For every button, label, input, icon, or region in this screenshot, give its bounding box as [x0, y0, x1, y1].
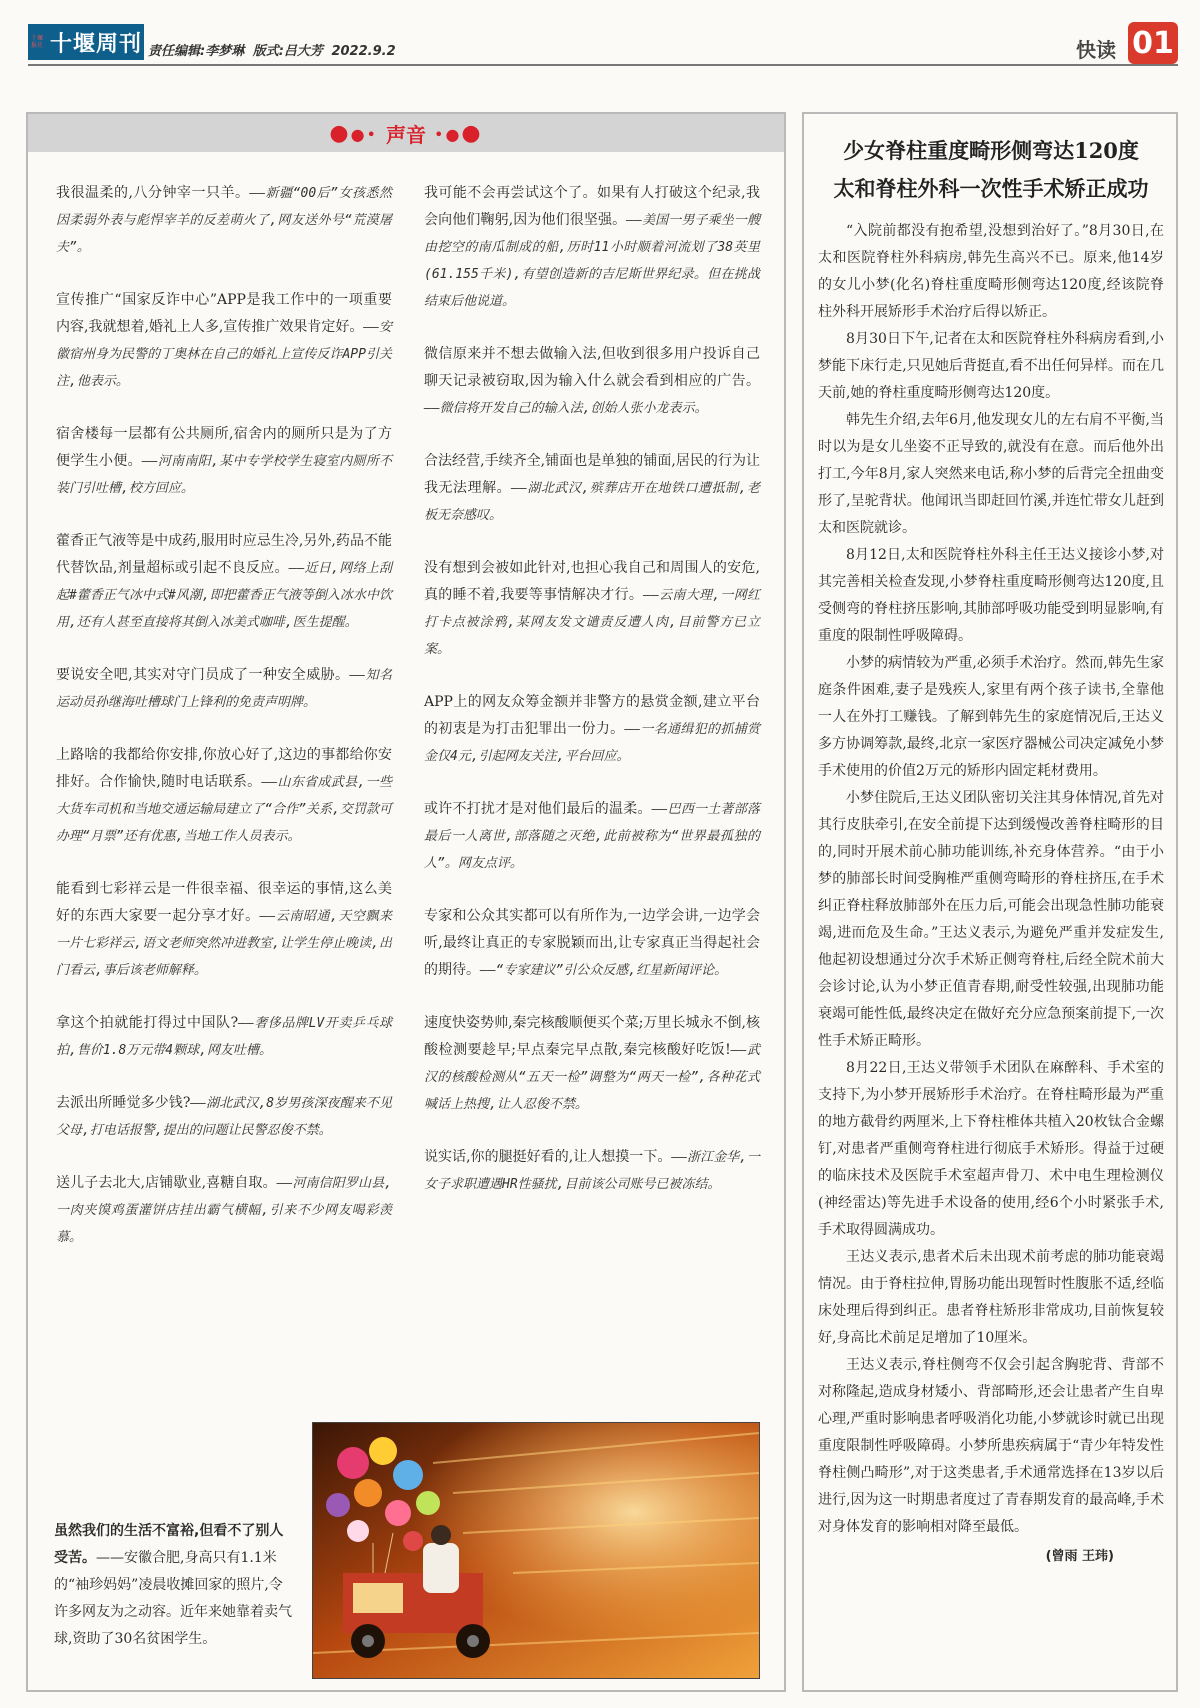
list-item: 能看到七彩祥云是一件很幸福、很幸运的事情,这么美好的东西大家要一起分享才好。——云南昭通,天空飘来一片七彩祥云,语文老师突然冲进教室,让学生停止晚读,出门看云,事后该老师解释。 [56, 881, 393, 978]
news-headline [816, 132, 1166, 208]
news-paragraph: 8月12日,太和医院脊柱外科主任王达义接诊小梦,对其完善相关检查发现,小梦脊柱重度畸形侧弯达120度,且受侧弯的脊柱挤压影响,其肺部呼吸功能受到明显影响,有重度的限制性呼吸障碍。 [818, 547, 1164, 644]
logo-text: 十堰周刊 [50, 30, 143, 57]
caption-rest: ——安徽合肥,身高只有1.1米的“袖珍妈妈”凌晨收摊回家的照片,令许多网友为之动容。近年来她靠着卖气球,资助了30名贫困学生。 [54, 1550, 292, 1647]
voices-panel [26, 112, 786, 1692]
list-item: 我可能不会再尝试这个了。如果有人打破这个纪录,我会向他们鞠躬,因为他们很坚强。——美国一男子乘坐一艘由挖空的南瓜制成的船,历时11小时顺着河流划了38英里(61.155千米),有望创造新的吉尼斯世界纪录。但在挑战结束后他说道。 [424, 185, 761, 309]
list-item: 去派出所睡觉多少钱?——湖北武汉,8岁男孩深夜醒来不见父母,打电话报警,提出的问题让民警忍俊不禁。 [56, 1095, 392, 1138]
news-paragraph: 王达义表示,脊柱侧弯不仅会引起含胸驼背、背部不对称隆起,造成身材矮小、背部畸形,还会让患者产生自卑心理,严重时影响患者呼吸消化功能,小梦就诊时就已出现重度限制性呼吸障碍。小梦所患疾病属于“青少年特发性脊柱侧凸畸形”,对于这类患者,手术通常选择在13岁以后进行,因为这一时期患者度过了青春期发育的最高峰,手术对身体发育的影响相对降至最低。 [818, 1357, 1164, 1535]
list-item: APP上的网友众筹金额并非警方的悬赏金额,建立平台的初衷是为打击犯罪出一份力。——一名通缉犯的抓捕赏金仅4元,引起网友关注,平台回应。 [424, 694, 761, 764]
headline-line-1: 少女脊柱重度畸形侧弯达120度 [843, 138, 1139, 163]
masthead [28, 20, 1178, 76]
voices-banner [28, 114, 784, 152]
page-number: 01 [1128, 22, 1178, 64]
list-item: 要说安全吧,其实对守门员成了一种安全威胁。——知名运动员孙继海吐槽球门上锋利的免责声明牌。 [56, 667, 392, 710]
list-item: 没有想到会被如此针对,也担心我自己和周围人的安危,真的睡不着,我要等事情解决才行。——云南大理,一网红打卡点被涂鸦,某网友发文谴责反遭人肉,目前警方已立案。 [424, 560, 761, 657]
news-panel [802, 112, 1178, 1692]
voices-title: 声音 [386, 122, 426, 147]
news-paragraph: 韩先生介绍,去年6月,他发现女儿的左右肩不平衡,当时以为是女儿坐姿不正导致的,就没有在意。而后他外出打工,今年8月,家人突然来电话,称小梦的后背完全扭曲变形了,呈驼背状。他闻讯当即赶回竹溪,并连忙带女儿赶到太和医院就诊。 [818, 412, 1164, 536]
list-item: 专家和公众其实都可以有所作为,一边学会讲,一边学会听,最终让真正的专家脱颖而出,让专家真正当得起社会的期待。——“专家建议”引公众反感,红星新闻评论。 [424, 908, 760, 978]
list-item: 拿这个拍就能打得过中国队?——奢侈品牌LV开卖乒乓球拍,售价1.8万元带4颗球,网友吐槽。 [56, 1015, 392, 1058]
issue-date: 2022.9.2 [331, 44, 396, 59]
headline-line-2: 太和脊柱外科一次性手术矫正成功 [833, 176, 1149, 201]
list-item: 微信原来并不想去做输入法,但收到很多用户投诉自己聊天记录被窃取,因为输入什么就会看到相应的广告。——微信将开发自己的输入法,创始人张小龙表示。 [424, 346, 760, 416]
list-item: 速度快姿势帅,秦完核酸顺便买个菜;万里长城永不倒,核酸检测要趁早;早点秦完早点散,秦完核酸好吃饭!——武汉的核酸检测从“五天一检”调整为“两天一检”,各种花式喊话上热搜,让人忍俊不禁。 [424, 1015, 760, 1112]
news-paragraph: 王达义表示,患者术后未出现术前考虑的肺功能衰竭情况。由于脊柱拉伸,胃肠功能出现暂时性腹胀不适,经临床处理后得到纠正。患者脊柱矫形非常成功,目前恢复较好,身高比术前足足增加了10厘米。 [818, 1249, 1164, 1346]
dots-left-icon: ●●• [329, 120, 378, 146]
list-item: 或许不打扰才是对他们最后的温柔。——巴西一土著部落最后一人离世,部落随之灭绝,此前被称为“世界最孤独的人”。网友点评。 [424, 801, 760, 871]
header-meta [148, 40, 400, 59]
balloon-seller-photo [312, 1422, 760, 1679]
voices-column-right [424, 180, 760, 1224]
list-item: 送儿子去北大,店铺歇业,喜糖自取。——河南信阳罗山县,一肉夹馍鸡蛋灌饼店挂出霸气横幅,引来不少网友喝彩羡慕。 [56, 1175, 393, 1245]
list-item: 我很温柔的,八分钟宰一只羊。——新疆“00后”女孩悉然因柔弱外表与彪悍宰羊的反差萌火了,网友送外号“荒漠屠夫”。 [56, 185, 392, 255]
photo-caption [54, 1518, 294, 1653]
section-label: 快读 [1076, 38, 1116, 62]
list-item: 宣传推广“国家反诈中心”APP是我工作中的一项重要内容,我就想着,婚礼上人多,宣传推广效果肯定好。——安徽宿州身为民警的丁奥林在自己的婚礼上宣传反诈APP引关注,他表示。 [56, 292, 393, 389]
list-item: 合法经营,手续齐全,铺面也是单独的铺面,居民的行为让我无法理解。——湖北武汉,殡葬店开在地铁口遭抵制,老板无奈感叹。 [424, 453, 760, 523]
news-paragraph: 8月30日下午,记者在太和医院脊柱外科病房看到,小梦能下床行走,只见她后背挺直,看不出任何异样。而在几天前,她的脊柱重度畸形侧弯达120度。 [818, 331, 1164, 401]
voices-column-left [56, 180, 392, 1277]
news-body [818, 218, 1164, 1570]
list-item: 上路啥的我都给你安排,你放心好了,这边的事都给你安排好。合作愉快,随时电话联系。——山东省成武县,一些大货车司机和当地交通运输局建立了“合作”关系,交罚款可办理“月票”还有优惠,当地工作人员表示。 [56, 747, 393, 844]
news-paragraph: 小梦住院后,王达义团队密切关注其身体情况,首先对其行皮肤牵引,在安全前提下达到缓慢改善脊柱畸形的目的,同时开展术前心肺功能训练,补充身体营养。“由于小梦的肺部长时间受胸椎严重侧弯畸形的脊柱挤压,在手术纠正脊柱释放肺部外在压力后,可能会出现急性肺功能衰竭,进而危及生命。”王达义表示,为避免严重并发症发生,他起初设想通过分次手术矫正侧弯脊柱,后经全院术前大会诊讨论,认为小梦正值青春期,耐受性较强,出现肺功能衰竭可能性低,最终决定在做好充分应急预案前提下,一次性手术矫正畸形。 [818, 790, 1164, 1049]
news-paragraph: 8月22日,王达义带领手术团队在麻醉科、手术室的支持下,为小梦开展矫形手术治疗。在脊柱畸形最为严重的地方截骨约两厘米,上下脊柱椎体共植入20枚钛合金螺钉,对患者严重侧弯脊柱进行彻底手术矫形。得益于过硬的临床技术及医院手术室超声骨刀、术中电生理检测仪(神经雷达)等先进手术设备的使用,经6个小时紧张手术,手术取得圆满成功。 [818, 1060, 1164, 1238]
editor-credit: 责任编辑:李梦琳 [148, 44, 245, 59]
logo-small-text: 十堰报社 [30, 35, 43, 49]
header-rule [28, 64, 1178, 66]
dots-right-icon: •●● [434, 120, 483, 146]
byline: (曾雨 王玮) [1045, 1549, 1114, 1564]
layout-credit: 版式:吕大芳 [252, 44, 323, 59]
newspaper-logo [28, 24, 144, 60]
news-paragraph: 小梦的病情较为严重,必须手术治疗。然而,韩先生家庭条件困难,妻子是残疾人,家里有两个孩子读书,全靠他一人在外打工赚钱。了解到韩先生的家庭情况后,王达义多方协调筹款,最终,北京一家医疗器械公司决定减免小梦手术使用的价值2万元的矫形内固定耗材费用。 [818, 655, 1164, 779]
list-item: 宿舍楼每一层都有公共厕所,宿舍内的厕所只是为了方便学生小便。——河南南阳,某中专学校学生寝室内厕所不装门引吐槽,校方回应。 [56, 426, 393, 496]
news-paragraph: “入院前都没有抱希望,没想到治好了。”8月30日,在太和医院脊柱外科病房,韩先生高兴不已。原来,他14岁的女儿小梦(化名)脊柱重度畸形侧弯达120度,经该院脊柱外科开展矫形手术治疗后得以矫正。 [818, 223, 1164, 320]
list-item: 说实话,你的腿挺好看的,让人想摸一下。——浙江金华,一女子求职遭遇HR性骚扰,目前该公司账号已被冻结。 [424, 1149, 761, 1192]
list-item: 藿香正气液等是中成药,服用时应忌生冷,另外,药品不能代替饮品,剂量超标或引起不良反应。——近日,网络上刮起#藿香正气冰中式#风潮,即把藿香正气液等倒入冰水中饮用,还有人甚至直接将其倒入冰美式咖啡,医生提醒。 [56, 533, 392, 630]
caption-lead: 虽然我们的生活不富裕,但看不了别人受苦。 [54, 1523, 284, 1566]
